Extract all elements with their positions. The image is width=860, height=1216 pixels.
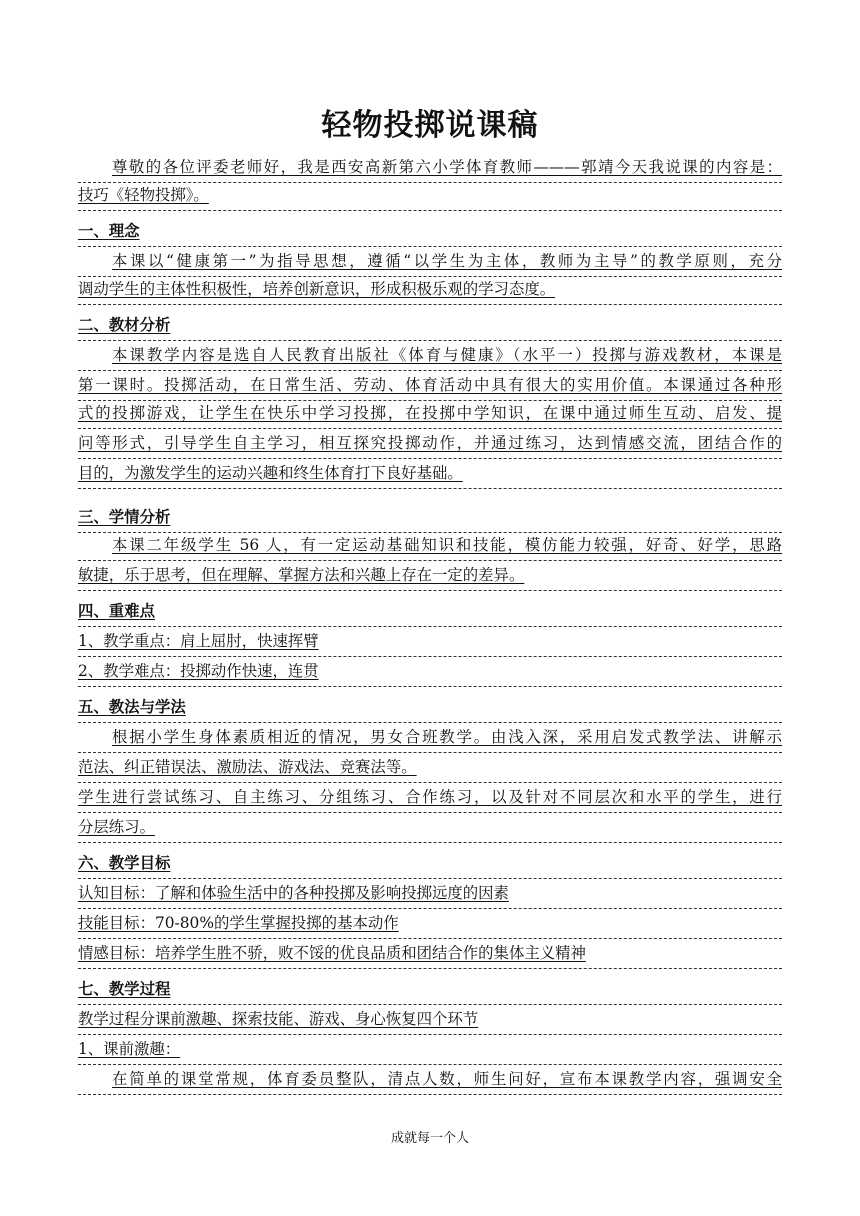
paragraph-line (78, 154, 782, 183)
section-heading (78, 598, 782, 627)
paragraph-line (78, 248, 782, 277)
line-text: 1、课前激趣： (78, 1040, 181, 1058)
line-text: 2、教学难点：投掷动作快速，连贯 (78, 662, 319, 680)
line-text: 敏捷，乐于思考，但在理解、掌握方法和兴趣上存在一定的差异。 (78, 566, 525, 584)
line-text: 分层练习。 (78, 818, 155, 836)
line-text: 七、教学过程 (78, 980, 171, 998)
line-text: 调动学生的主体性积极性，培养创新意识，形成积极乐观的学习态度。 (78, 280, 556, 298)
line-text: 三、学情分析 (78, 508, 171, 526)
line-text: 二、教材分析 (78, 316, 171, 334)
paragraph-line (78, 182, 782, 211)
section-heading (78, 312, 782, 341)
paragraph-line (78, 880, 782, 909)
paragraph-line (78, 562, 782, 591)
paragraph-line (78, 1006, 782, 1035)
section-heading (78, 850, 782, 879)
page-title: 轻物投掷说课稿 (321, 108, 539, 143)
paragraph-line (78, 1066, 782, 1095)
paragraph-line (78, 814, 782, 843)
line-text: 尊敬的各位评委老师好，我是西安高新第六小学体育教师———郭靖今天我说课的内容是： (112, 158, 782, 176)
paragraph-line (78, 430, 782, 459)
line-text: 四、重难点 (78, 602, 155, 620)
paragraph-line (78, 400, 782, 429)
line-text: 第一课时。投掷活动，在日常生活、劳动、体育活动中具有很大的实用价值。本课通过各种形 (78, 376, 782, 394)
line-text: 本课教学内容是选自人民教育出版社《体育与健康》（水平一）投掷与游戏教材，本课是 (112, 346, 782, 364)
page-footer: 成就每一个人 (390, 1131, 469, 1146)
line-text: 技巧《轻物投掷》。 (78, 186, 209, 204)
paragraph-line (78, 658, 782, 687)
paragraph-line (78, 754, 782, 783)
paragraph-line (78, 276, 782, 305)
paragraph-line (78, 628, 782, 657)
line-text: 学生进行尝试练习、自主练习、分组练习、合作练习，以及针对不同层次和水平的学生，进行 (78, 788, 782, 806)
line-text: 认知目标：了解和体验生活中的各种投掷及影响投掷远度的因素 (78, 884, 509, 902)
paragraph-line (78, 532, 782, 561)
line-text: 一、理念 (78, 222, 140, 240)
line-text: 技能目标：70-80%的学生掌握投掷的基本动作 (78, 914, 399, 932)
section-heading (78, 694, 782, 723)
paragraph-line (78, 940, 782, 969)
line-text: 本课二年级学生 56 人，有一定运动基础知识和技能，模仿能力较强，好奇、好学，思路 (112, 536, 782, 554)
line-text: 情感目标：培养学生胜不骄，败不馁的优良品质和团结合作的集体主义精神 (78, 944, 586, 962)
section-heading (78, 218, 782, 247)
line-text: 目的，为激发学生的运动兴趣和终生体育打下良好基础。 (78, 464, 463, 482)
line-text: 式的投掷游戏，让学生在快乐中学习投掷，在投掷中学知识，在课中通过师生互动、启发、提 (78, 404, 782, 422)
paragraph-line (78, 910, 782, 939)
line-text: 根据小学生身体素质相近的情况，男女合班教学。由浅入深，采用启发式教学法、讲解示 (112, 728, 782, 746)
paragraph-line (78, 342, 782, 371)
section-heading (78, 504, 782, 533)
line-text: 教学过程分课前激趣、探索技能、游戏、身心恢复四个环节 (78, 1010, 479, 1028)
line-text: 问等形式，引导学生自主学习，相互探究投掷动作，并通过练习，达到情感交流，团结合作的 (78, 434, 782, 452)
paragraph-line (78, 724, 782, 753)
paragraph-line (78, 372, 782, 401)
section-heading (78, 976, 782, 1005)
line-text: 1、教学重点：肩上屈肘，快速挥臂 (78, 632, 319, 650)
line-text: 在简单的课堂常规，体育委员整队，清点人数，师生问好，宣布本课教学内容，强调安全 (112, 1070, 782, 1088)
line-text: 本课以“健康第一”为指导思想，遵循“以学生为主体，教师为主导”的教学原则，充分 (112, 252, 782, 270)
line-text: 六、教学目标 (78, 854, 171, 872)
paragraph-line (78, 1036, 782, 1065)
paragraph-line (78, 460, 782, 489)
line-text: 五、教法与学法 (78, 698, 186, 716)
paragraph-line (78, 784, 782, 813)
line-text: 范法、纠正错误法、激励法、游戏法、竞赛法等。 (78, 758, 417, 776)
